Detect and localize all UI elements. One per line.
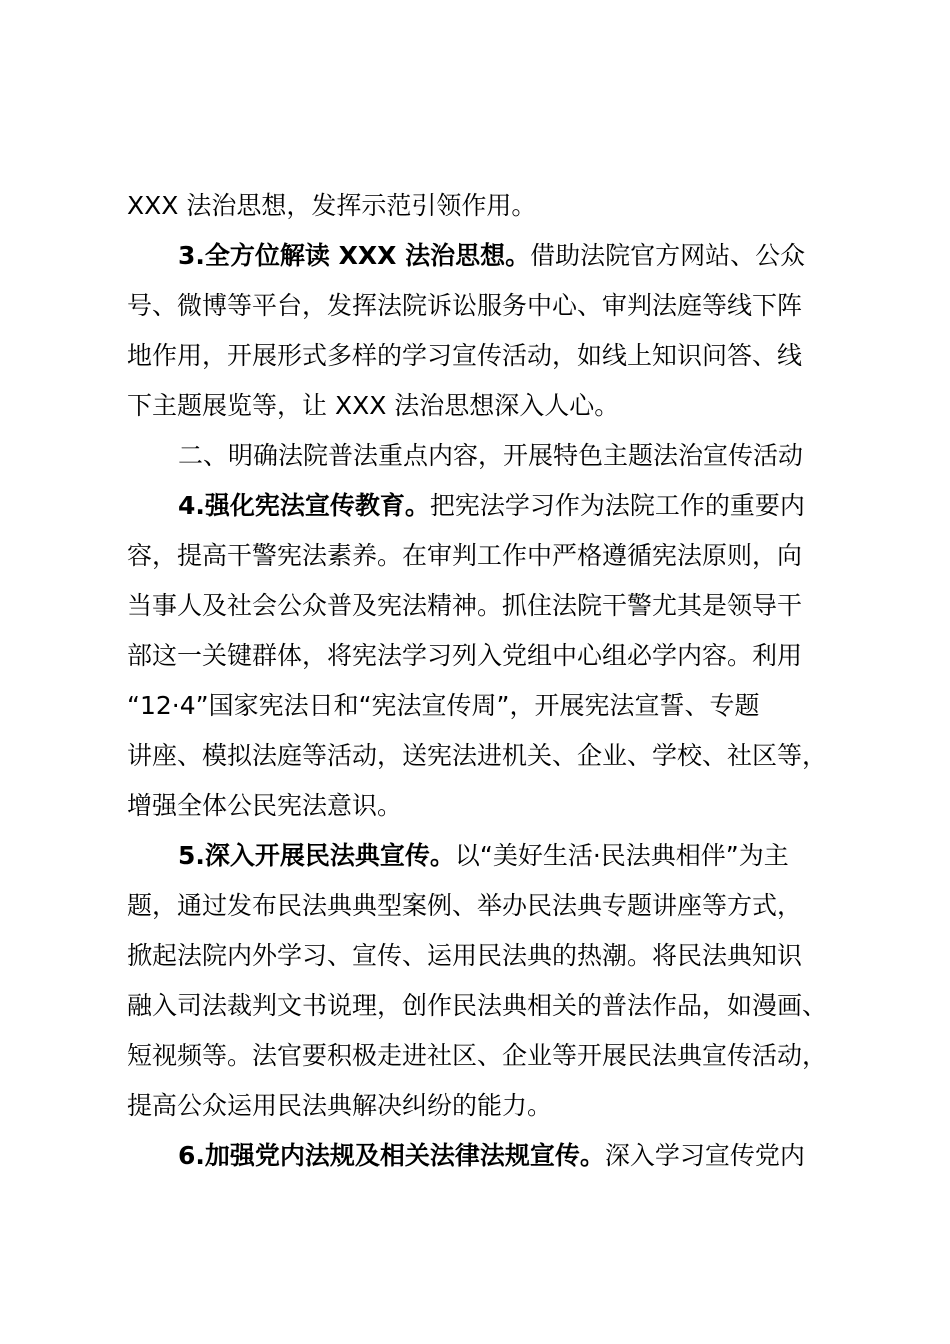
text-line: [127, 741, 827, 771]
line-text: 以“美好生活·民法典相伴”为主: [454, 841, 789, 870]
line-text: 短视频等。法官要积极走进社区、企业等开展民法典宣传活动，: [127, 1041, 828, 1070]
line-text: 掀起法院内外学习、宣传、运用民法典的热潮。将民法典知识: [127, 941, 803, 970]
paragraph-heading: 6.加强党内法规及相关法律法规宣传。: [178, 1141, 605, 1170]
text-line: [178, 841, 789, 871]
line-text: 号、微博等平台，发挥法院诉讼服务中心、审判法庭等线下阵: [127, 291, 803, 320]
text-line: [127, 291, 802, 321]
line-text: 容，提高干警宪法素养。在审判工作中严格遵循宪法原则，向: [127, 541, 803, 570]
text-line: [127, 541, 802, 571]
text-line: [127, 891, 802, 921]
line-text: 当事人及社会公众普及宪法精神。抓住法院干警尤其是领导干: [127, 591, 803, 620]
text-line: [178, 491, 805, 521]
line-text: 讲座、模拟法庭等活动，送宪法进机关、企业、学校、社区等，: [127, 741, 828, 770]
line-text: 二、明确法院普法重点内容，开展特色主题法治宣传活动: [178, 441, 804, 470]
text-line: [127, 191, 536, 221]
line-text: 把宪法学习作为法院工作的重要内: [429, 491, 805, 520]
line-text: 提高公众运用民法典解决纠纷的能力。: [127, 1091, 553, 1120]
text-line: [127, 791, 402, 821]
paragraph-heading: 3.全方位解读 XXX 法治思想。: [178, 241, 531, 270]
line-text: 下主题展览等，让 XXX 法治思想深入人心。: [127, 391, 620, 420]
paragraph-heading: 4.强化宪法宣传教育。: [178, 491, 430, 520]
line-text: 地作用，开展形式多样的学习宣传活动，如线上知识问答、线: [127, 341, 803, 370]
line-text: XXX 法治思想，发挥示范引领作用。: [127, 191, 537, 220]
text-line: [127, 691, 759, 721]
text-line: [127, 991, 827, 1021]
section-heading: [178, 441, 803, 471]
line-text: 题，通过发布民法典典型案例、举办民法典专题讲座等方式，: [127, 891, 803, 920]
text-line: [127, 1041, 827, 1071]
line-text: “12·4”国家宪法日和“宪法宣传周”，开展宪法宣誓、专题: [127, 691, 760, 720]
paragraph-heading: 5.深入开展民法典宣传。: [178, 841, 455, 870]
text-line: [178, 1141, 805, 1171]
text-line: [127, 1091, 552, 1121]
text-line: [127, 341, 802, 371]
line-text: 融入司法裁判文书说理，创作民法典相关的普法作品，如漫画、: [127, 991, 828, 1020]
line-text: 借助法院官方网站、公众: [530, 241, 806, 270]
line-text: 部这一关键群体，将宪法学习列入党组中心组必学内容。利用: [127, 641, 803, 670]
text-line: [127, 391, 619, 421]
line-text: 深入学习宣传党内: [604, 1141, 805, 1170]
text-line: [127, 941, 802, 971]
line-text: 增强全体公民宪法意识。: [127, 791, 403, 820]
text-line: [127, 641, 802, 671]
text-line: [127, 591, 802, 621]
text-line: [178, 241, 805, 271]
